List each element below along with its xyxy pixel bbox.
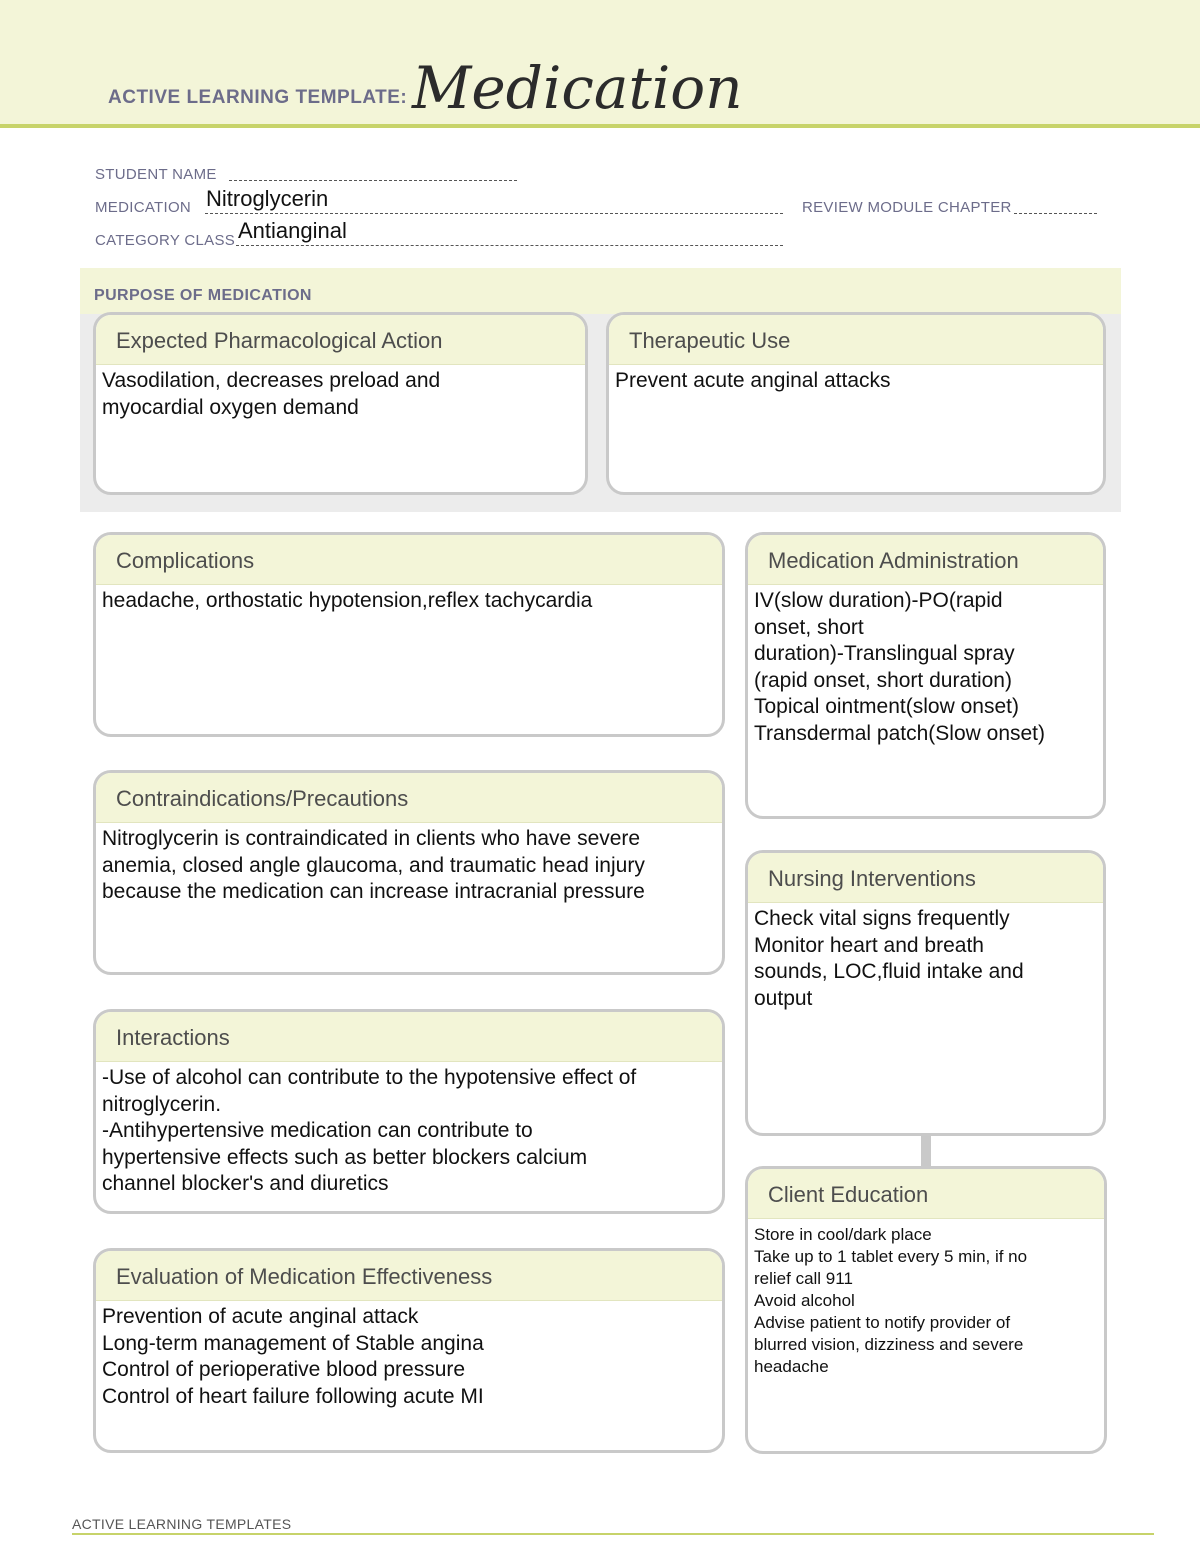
therapeutic-use-heading: Therapeutic Use [609, 315, 1103, 365]
administration-box [745, 532, 1106, 819]
evaluation-heading: Evaluation of Medication Effectiveness [96, 1251, 722, 1301]
contraindications-heading: Contraindications/Precautions [96, 773, 722, 823]
medication-value: Nitroglycerin [206, 186, 329, 211]
footer-label: ACTIVE LEARNING TEMPLATES [72, 1516, 292, 1532]
template-label: ACTIVE LEARNING TEMPLATE: [108, 87, 408, 108]
administration-heading: Medication Administration [748, 535, 1103, 585]
student-name-label: STUDENT NAME [95, 166, 217, 183]
medication-label: MEDICATION [95, 199, 192, 216]
evaluation-box [93, 1248, 725, 1453]
therapeutic-use-box [606, 312, 1106, 495]
evaluation-text[interactable]: Prevention of acute anginal attack Long-term management of Stable angina Control of perioperative blood pressure Control of heart failure following acute MI [102, 1305, 484, 1408]
complications-heading: Complications [96, 535, 722, 585]
footer-divider [72, 1533, 1154, 1535]
nursing-interventions-heading: Nursing Interventions [748, 853, 1103, 903]
review-module-field[interactable] [1014, 213, 1097, 214]
nursing-interventions-box [745, 850, 1106, 1136]
complications-text[interactable]: headache, orthostatic hypotension,reflex tachycardia [102, 589, 593, 612]
client-education-text[interactable]: Store in cool/dark place Take up to 1 tablet every 5 min, if no relief call 911 Avoid alcohol Advise patient to notify provider of blurred vision, dizziness and severe headache [754, 1225, 1028, 1376]
interactions-heading: Interactions [96, 1012, 722, 1062]
expected-action-box [93, 312, 588, 495]
purpose-title: PURPOSE OF MEDICATION [94, 287, 312, 304]
client-education-box [745, 1166, 1107, 1454]
student-name-field[interactable] [229, 180, 517, 181]
page-title: Medication [412, 54, 743, 122]
contraindications-box [93, 770, 725, 975]
expected-action-text[interactable]: Vasodilation, decreases preload and myocardial oxygen demand [102, 369, 441, 419]
category-class-field[interactable] [236, 245, 783, 246]
nursing-interventions-text[interactable]: Check vital signs frequently Monitor heart and breath sounds, LOC,fluid intake and output [754, 907, 1024, 1010]
header-divider [0, 124, 1200, 128]
contraindications-text[interactable]: Nitroglycerin is contraindicated in clients who have severe anemia, closed angle glaucoma, and traumatic head injury because the medication can increase intracranial pressure [102, 827, 645, 903]
therapeutic-use-text[interactable]: Prevent acute anginal attacks [615, 369, 891, 392]
interactions-box [93, 1009, 725, 1214]
review-module-label: REVIEW MODULE CHAPTER [802, 199, 1012, 216]
category-class-value: Antianginal [238, 218, 347, 243]
client-education-heading: Client Education [748, 1169, 1104, 1219]
complications-box [93, 532, 725, 737]
administration-text[interactable]: IV(slow duration)-PO(rapid onset, short duration)-Translingual spray (rapid onset, short duration) Topical ointment(slow onset) Transdermal patch(Slow onset) [754, 589, 1046, 745]
expected-action-heading: Expected Pharmacological Action [96, 315, 585, 365]
box-connector [921, 1134, 931, 1166]
category-class-label: CATEGORY CLASS [95, 232, 236, 249]
medication-field[interactable] [205, 213, 783, 214]
interactions-text[interactable]: -Use of alcohol can contribute to the hypotensive effect of nitroglycerin. -Antihypertensive medication can contribute to hypertensive effects such as better blockers calcium channel blocker's and diuretics [102, 1066, 637, 1195]
